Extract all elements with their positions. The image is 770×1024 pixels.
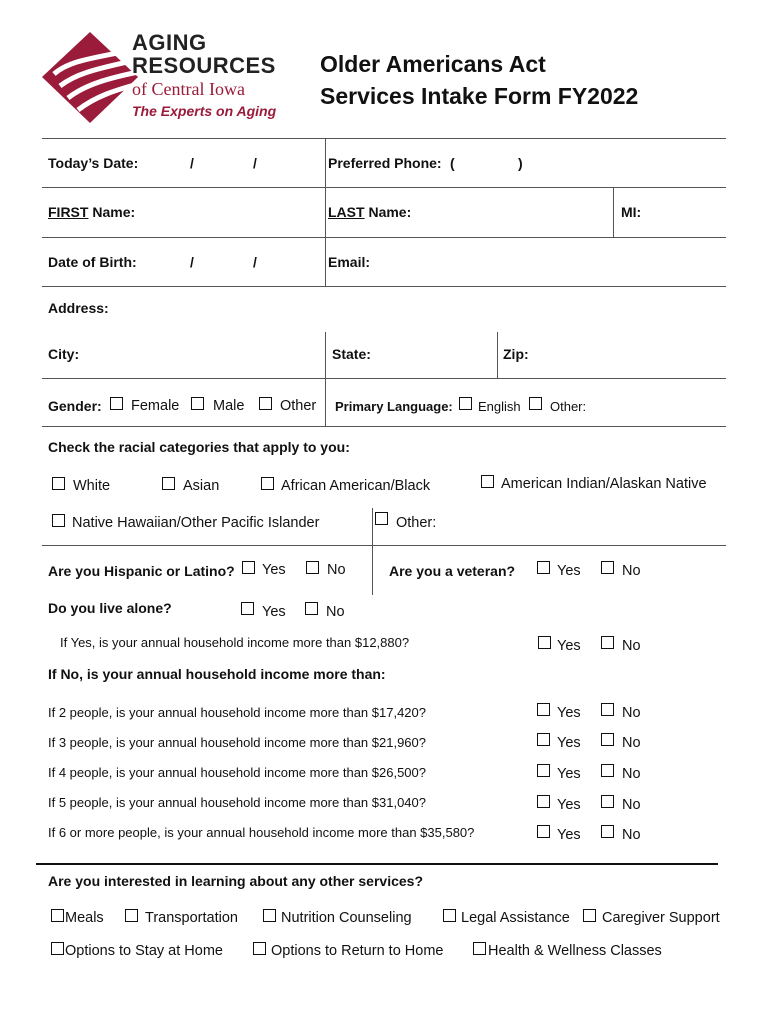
- hispanic-yes-checkbox[interactable]: [242, 561, 255, 574]
- income-row-3-no-label: No: [622, 735, 641, 751]
- hispanic-question: Are you Hispanic or Latino?: [48, 563, 235, 579]
- first-name-label: FIRST Name:: [48, 204, 136, 220]
- income-row-2-yes-label: Yes: [557, 705, 581, 721]
- income-row-2-question: If 2 people, is your annual household income more than $17,420?: [48, 705, 426, 720]
- gender-female-checkbox[interactable]: [110, 397, 123, 410]
- phone-paren-close: ): [518, 155, 523, 171]
- logo: [40, 30, 280, 125]
- date-separator: /: [190, 155, 194, 171]
- gender-other-label: Other: [280, 398, 317, 414]
- language-english-checkbox[interactable]: [459, 397, 472, 410]
- gender-other-checkbox[interactable]: [259, 397, 272, 410]
- income-row-4-no-checkbox[interactable]: [601, 764, 614, 777]
- live-alone-yes-checkbox[interactable]: [241, 602, 254, 615]
- race-native-hawaiian-label: Native Hawaiian/Other Pacific Islander: [72, 515, 320, 531]
- gender-male-checkbox[interactable]: [191, 397, 204, 410]
- hispanic-no-label: No: [327, 562, 346, 578]
- income-row-3-no-checkbox[interactable]: [601, 733, 614, 746]
- logo-central-iowa: of Central Iowa: [132, 79, 245, 99]
- gender-female-label: Female: [131, 398, 180, 414]
- live-alone-no-checkbox[interactable]: [305, 602, 318, 615]
- service-stay-home-checkbox[interactable]: [51, 942, 64, 955]
- service-stay-home-label: Options to Stay at Home: [65, 943, 223, 959]
- income-row-3-yes-label: Yes: [557, 735, 581, 751]
- income-row-3-yes-checkbox[interactable]: [537, 733, 550, 746]
- income-alone-no-checkbox[interactable]: [601, 636, 614, 649]
- gender-label: Gender:: [48, 398, 102, 414]
- last-name-label: LAST Name:: [328, 204, 412, 220]
- income-row-6-yes-checkbox[interactable]: [537, 825, 550, 838]
- city-label: City:: [48, 346, 80, 362]
- form-title-line2: Services Intake Form FY2022: [320, 83, 639, 109]
- income-row-6-no-checkbox[interactable]: [601, 825, 614, 838]
- email-label: Email:: [328, 254, 371, 270]
- income-if-no-header: If No, is your annual household income more than:: [48, 666, 386, 682]
- service-return-home-label: Options to Return to Home: [271, 943, 444, 959]
- income-row-2-no-label: No: [622, 705, 641, 721]
- race-american-indian-label: American Indian/Alaskan Native: [501, 476, 707, 492]
- logo-resources: RESOURCES: [132, 53, 276, 78]
- income-row-2-yes-checkbox[interactable]: [537, 703, 550, 716]
- race-asian-label: Asian: [183, 478, 220, 494]
- service-meals-checkbox[interactable]: [51, 909, 64, 922]
- state-label: State:: [332, 346, 371, 362]
- income-row-5-no-label: No: [622, 797, 641, 813]
- income-row-6-yes-label: Yes: [557, 827, 581, 843]
- veteran-no-checkbox[interactable]: [601, 561, 614, 574]
- veteran-yes-checkbox[interactable]: [537, 561, 550, 574]
- zip-label: Zip:: [503, 346, 529, 362]
- race-african-american-checkbox[interactable]: [261, 477, 274, 490]
- section-divider: [36, 863, 718, 865]
- income-row-5-yes-label: Yes: [557, 797, 581, 813]
- income-row-6-no-label: No: [622, 827, 641, 843]
- logo-emblem-icon: [40, 30, 140, 125]
- service-transportation-label: Transportation: [145, 910, 238, 926]
- income-alone-yes-label: Yes: [557, 638, 581, 654]
- primary-language-label: Primary Language:: [335, 399, 453, 414]
- language-other-checkbox[interactable]: [529, 397, 542, 410]
- service-meals-label: Meals: [65, 910, 104, 926]
- live-alone-no-label: No: [326, 604, 345, 620]
- race-other-checkbox[interactable]: [375, 512, 388, 525]
- service-wellness-label: Health & Wellness Classes: [488, 943, 662, 959]
- income-row-4-yes-label: Yes: [557, 766, 581, 782]
- dob-label: Date of Birth:: [48, 254, 137, 270]
- phone-paren-open: (: [450, 155, 455, 171]
- income-if-yes-question: If Yes, is your annual household income more than $12,880?: [60, 635, 410, 650]
- veteran-no-label: No: [622, 563, 641, 579]
- service-caregiver-checkbox[interactable]: [583, 909, 596, 922]
- race-white-label: White: [73, 478, 111, 494]
- service-return-home-checkbox[interactable]: [253, 942, 266, 955]
- service-legal-label: Legal Assistance: [461, 910, 570, 926]
- income-row-4-no-label: No: [622, 766, 641, 782]
- hispanic-no-checkbox[interactable]: [306, 561, 319, 574]
- race-prompt: Check the racial categories that apply to you:: [48, 439, 350, 455]
- language-other-label: Other:: [550, 399, 587, 414]
- logo-aging: AGING: [132, 30, 207, 55]
- live-alone-question: Do you live alone?: [48, 600, 172, 616]
- service-nutrition-checkbox[interactable]: [263, 909, 276, 922]
- gender-male-label: Male: [213, 398, 245, 414]
- income-row-4-question: If 4 people, is your annual household income more than $26,500?: [48, 765, 426, 780]
- veteran-question: Are you a veteran?: [389, 563, 516, 579]
- service-wellness-checkbox[interactable]: [473, 942, 486, 955]
- race-other-label: Other:: [396, 515, 437, 531]
- services-prompt: Are you interested in learning about any other services?: [48, 873, 423, 889]
- address-label: Address:: [48, 300, 109, 316]
- income-row-4-yes-checkbox[interactable]: [537, 764, 550, 777]
- todays-date-label: Today’s Date:: [48, 155, 139, 171]
- race-african-american-label: African American/Black: [281, 478, 431, 494]
- preferred-phone-label: Preferred Phone:: [328, 155, 442, 171]
- income-row-5-question: If 5 people, is your annual household income more than $31,040?: [48, 795, 426, 810]
- income-row-5-no-checkbox[interactable]: [601, 795, 614, 808]
- service-nutrition-label: Nutrition Counseling: [281, 910, 412, 926]
- dob-separator: /: [253, 254, 257, 270]
- service-caregiver-label: Caregiver Support: [602, 910, 720, 926]
- race-native-hawaiian-checkbox[interactable]: [52, 514, 65, 527]
- language-english-label: English: [478, 399, 521, 414]
- service-legal-checkbox[interactable]: [443, 909, 456, 922]
- date-separator: /: [253, 155, 257, 171]
- race-american-indian-checkbox[interactable]: [481, 475, 494, 488]
- income-alone-yes-checkbox[interactable]: [538, 636, 551, 649]
- service-transportation-checkbox[interactable]: [125, 909, 138, 922]
- live-alone-yes-label: Yes: [262, 604, 286, 620]
- income-row-6-question: If 6 or more people, is your annual household income more than $35,580?: [48, 825, 475, 840]
- income-alone-no-label: No: [622, 638, 641, 654]
- income-row-3-question: If 3 people, is your annual household income more than $21,960?: [48, 735, 426, 750]
- mi-label: MI:: [621, 204, 642, 220]
- race-white-checkbox[interactable]: [52, 477, 65, 490]
- race-asian-checkbox[interactable]: [162, 477, 175, 490]
- income-row-2-no-checkbox[interactable]: [601, 703, 614, 716]
- income-row-5-yes-checkbox[interactable]: [537, 795, 550, 808]
- form-title-line1: Older Americans Act: [320, 51, 546, 77]
- veteran-yes-label: Yes: [557, 563, 581, 579]
- logo-tagline: The Experts on Aging: [132, 103, 277, 119]
- hispanic-yes-label: Yes: [262, 562, 286, 578]
- dob-separator: /: [190, 254, 194, 270]
